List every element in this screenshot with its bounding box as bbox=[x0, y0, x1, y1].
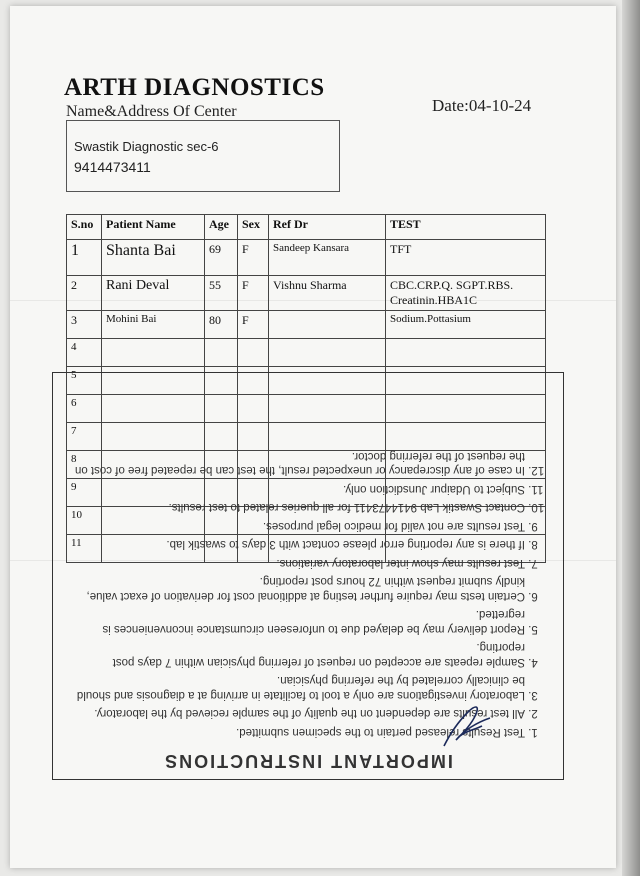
row-sex: F bbox=[238, 240, 269, 276]
instruction-item: 7. Test results may show inter laboratory variations. bbox=[69, 556, 525, 571]
instruction-item: 2. All test results are dependent on the quality of the sample recieved by the laboratory. bbox=[69, 706, 525, 721]
instructions-list bbox=[53, 449, 563, 740]
col-sno: S.no bbox=[67, 215, 102, 240]
table-row bbox=[67, 240, 546, 276]
table-row bbox=[67, 276, 546, 311]
row-sno: 1 bbox=[67, 240, 102, 276]
row-sno: 10 bbox=[67, 507, 102, 535]
table-header-row bbox=[67, 215, 546, 240]
row-sno: 11 bbox=[67, 535, 102, 563]
row-test: CBC.CRP.Q. SGPT.RBS. Creatinin.HBA1C bbox=[386, 276, 546, 311]
signature-mark bbox=[438, 700, 498, 752]
center-address-box bbox=[66, 120, 340, 192]
row-sex: F bbox=[238, 276, 269, 311]
row-test: Sodium.Pottasium bbox=[386, 311, 546, 339]
instruction-item: 5. Report delivery may be delayed due to unforeseen circumstance inconveniences is regretted. bbox=[69, 607, 525, 636]
row-test: TFT bbox=[386, 240, 546, 276]
row-ref-dr: Vishnu Sharma bbox=[269, 276, 386, 311]
address-label: Name&Address Of Center bbox=[66, 103, 237, 120]
row-sno: 7 bbox=[67, 423, 102, 451]
table-row bbox=[67, 339, 546, 367]
row-patient-name: Shanta Bai bbox=[102, 240, 205, 276]
lab-title: ARTH DIAGNOSTICS bbox=[64, 74, 325, 101]
row-sno: 5 bbox=[67, 367, 102, 395]
instruction-item: 1. Test Results released pertain to the specimen submitted. bbox=[69, 725, 525, 740]
instruction-item: 6. Certain tests may require further testing at additional cost for derivation of exact value, kindly submit request within 72 hours post reporting. bbox=[69, 574, 525, 603]
instruction-item: 12. In case of any discrepancy or unexpected result, the test can be repeated free of cost on the request of the referring doctor. bbox=[69, 449, 525, 478]
instruction-item: 11. Subject to Udaipur Junsdiction only. bbox=[69, 482, 525, 497]
col-test: TEST bbox=[386, 215, 546, 240]
instruction-item: 10. Contact Swastik Lab 9414473411 for all queries related to test results. bbox=[69, 500, 525, 515]
row-sno: 2 bbox=[67, 276, 102, 311]
center-name: Swastik Diagnostic sec-6 bbox=[74, 139, 219, 154]
col-age: Age bbox=[205, 215, 238, 240]
row-patient-name: Mohini Bai bbox=[102, 311, 205, 339]
row-patient-name: Rani Deval bbox=[102, 276, 205, 311]
row-sex: F bbox=[238, 311, 269, 339]
instruction-item: 9. Test results are not valid for medico legal purposes. bbox=[69, 519, 525, 534]
row-sno: 9 bbox=[67, 479, 102, 507]
row-sno: 4 bbox=[67, 339, 102, 367]
row-sno: 6 bbox=[67, 395, 102, 423]
row-age: 55 bbox=[205, 276, 238, 311]
col-patient-name: Patient Name bbox=[102, 215, 205, 240]
row-sno: 3 bbox=[67, 311, 102, 339]
instruction-item: 4. Sample repeats are accepted on request of referring physician within 7 days post reporting. bbox=[69, 640, 525, 669]
row-ref-dr: Sandeep Kansara bbox=[269, 240, 386, 276]
instruction-item: 8. If there is any reporting error please contact with 3 days to swastik lab. bbox=[69, 537, 525, 552]
instructions-heading: IMPORTANT INSTRUCTIONS bbox=[163, 751, 453, 771]
col-ref-dr: Ref Dr bbox=[269, 215, 386, 240]
center-phone: 9414473411 bbox=[74, 159, 151, 175]
col-sex: Sex bbox=[238, 215, 269, 240]
row-age: 69 bbox=[205, 240, 238, 276]
row-sno: 8 bbox=[67, 451, 102, 479]
report-date: Date:04-10-24 bbox=[432, 96, 532, 115]
scan-edge-shadow bbox=[622, 0, 640, 876]
row-ref-dr bbox=[269, 311, 386, 339]
instruction-item: 3. Laboratory investigations are only a tool to facilitate in arriving at a diagnosis and should be clinically correlated by the referring physician. bbox=[69, 673, 525, 702]
row-age: 80 bbox=[205, 311, 238, 339]
table-row bbox=[67, 311, 546, 339]
